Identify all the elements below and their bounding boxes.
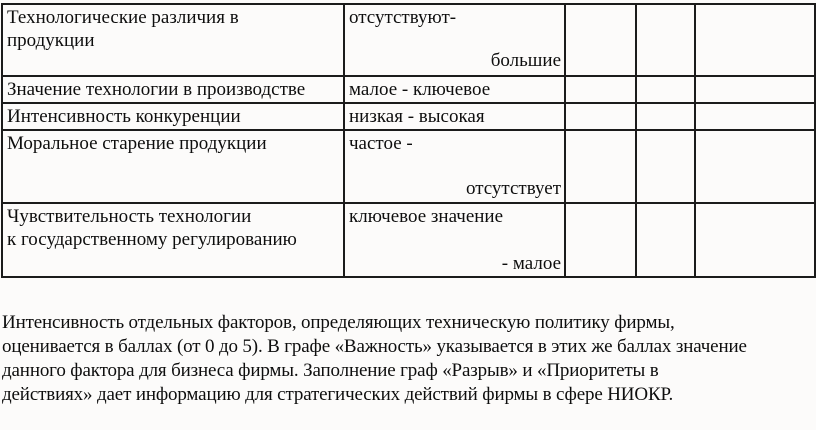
empty-score-cell <box>695 4 815 76</box>
factor-text: Интенсивность конкуренции <box>7 106 241 127</box>
range-cell <box>344 203 565 277</box>
range-start-text: низкая - высокая <box>349 106 485 127</box>
factor-text: к государственному регулированию <box>7 229 297 250</box>
empty-score-cell <box>565 103 636 130</box>
table-row <box>2 130 815 203</box>
factor-cell <box>2 203 344 277</box>
empty-score-cell <box>695 203 815 277</box>
table-row <box>2 103 815 130</box>
range-cell <box>344 130 565 203</box>
range-end-text: отсутствует <box>465 178 561 199</box>
factor-text: продукции <box>7 30 95 51</box>
factors-table <box>1 3 816 278</box>
factor-cell <box>2 103 344 130</box>
empty-score-cell <box>695 130 815 203</box>
range-end-text: - малое <box>501 253 561 274</box>
empty-score-cell <box>565 4 636 76</box>
factor-text: Чувствительность технологии <box>7 206 252 227</box>
range-values <box>349 6 561 72</box>
range-cell <box>344 103 565 130</box>
empty-score-cell <box>695 103 815 130</box>
paragraph-line: действиях» дает информацию для стратегических действий фирмы в сфере НИОКР. <box>2 384 674 405</box>
table-row <box>2 203 815 277</box>
paragraph-line: Интенсивность отдельных факторов, определяющих техническую политику фирмы, <box>2 312 675 333</box>
range-cell <box>344 4 565 76</box>
empty-score-cell <box>565 130 636 203</box>
paragraph-line: оценивается в баллах (от 0 до 5). В графе «Важность» указывается в этих же баллах значение <box>2 336 747 357</box>
range-start-text: отсутствуют- <box>349 7 457 28</box>
empty-score-cell <box>565 76 636 103</box>
range-values <box>349 205 561 275</box>
table-row <box>2 76 815 103</box>
factor-text: Технологические различия в <box>7 7 239 28</box>
range-values <box>349 132 561 200</box>
range-start-text: ключевое значение <box>349 206 504 227</box>
factor-cell <box>2 130 344 203</box>
table-row <box>2 4 815 76</box>
empty-score-cell <box>636 4 695 76</box>
empty-score-cell <box>636 130 695 203</box>
factor-text: Значение технологии в производстве <box>7 79 306 100</box>
factor-cell <box>2 76 344 103</box>
range-start-text: малое - ключевое <box>349 79 491 100</box>
factor-cell <box>2 4 344 76</box>
empty-score-cell <box>565 203 636 277</box>
description-paragraph <box>2 311 816 407</box>
empty-score-cell <box>636 203 695 277</box>
paragraph-line: данного фактора для бизнеса фирмы. Заполнение граф «Разрыв» и «Приоритеты в <box>2 360 659 381</box>
factor-text: Моральное старение продукции <box>7 133 267 154</box>
empty-score-cell <box>636 103 695 130</box>
empty-score-cell <box>636 76 695 103</box>
range-start-text: частое - <box>349 133 413 154</box>
range-cell <box>344 76 565 103</box>
range-end-text: большие <box>490 50 561 71</box>
empty-score-cell <box>695 76 815 103</box>
